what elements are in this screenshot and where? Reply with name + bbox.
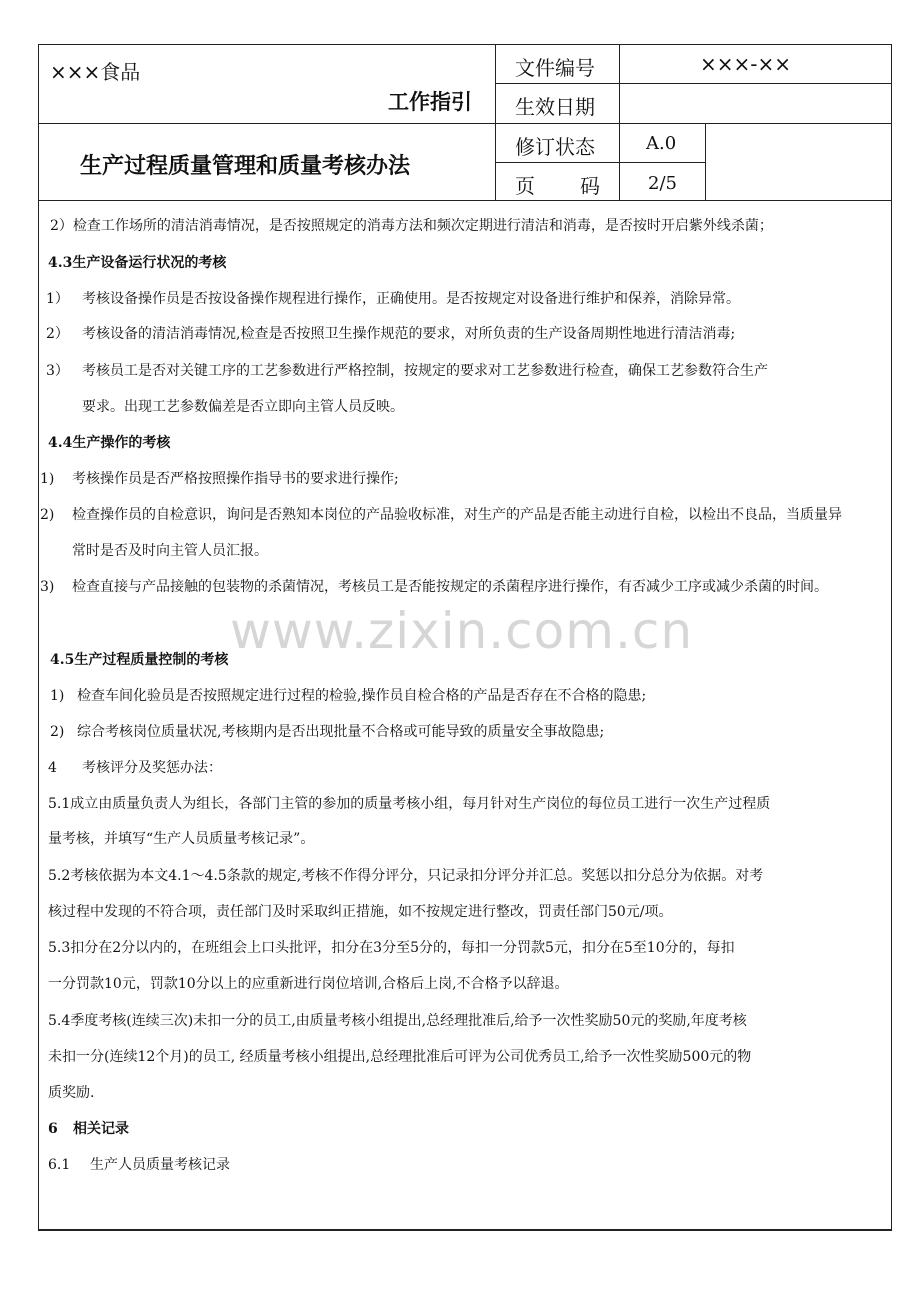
watermark: www.zixin.com.cn [230,602,694,660]
item-4-5-2-text: 综合考核岗位质量状况,考核期内是否出现批量不合格或可能导致的质量安全事故隐患; [77,724,605,740]
doc-no-value: ×××-×× [700,52,792,76]
header-extra-vdivider [705,123,706,201]
body-frame [38,201,892,1231]
para-5-1-line-1: 5.1成立由质量负责人为组长，各部门主管的参加的质量考核小组，每月针对生产岗位的每位员工进行一次生产过程质 [48,796,771,812]
effective-date-label: 生效日期 [515,95,595,119]
item-4-3-2-number: 2） [46,326,69,342]
para-5-4-line-3: 质奖励. [48,1085,95,1101]
revision-label: 修订状态 [515,135,595,159]
item-4-4-1-number: 1) [40,471,55,487]
document-title: 生产过程质量管理和质量考核办法 [80,154,411,179]
item-4-5-2-number: 2) [50,724,65,740]
section-4-5-heading: 4.5生产过程质量控制的考核 [50,652,229,668]
page-label-1: 页 [515,174,535,198]
record-6-1-number: 6.1 [48,1157,71,1173]
header-row-line-1 [495,83,892,84]
header-mid-divider [38,123,892,124]
item-4-3-3-number: 3） [46,363,69,379]
section-4-4-heading: 4.4生产操作的考核 [48,435,171,451]
item-4-3-3-text-1: 考核员工是否对关键工序的工艺参数进行严格控制，按规定的要求对工艺参数进行检查，确保工艺参数符合生产 [82,363,768,379]
check-cleaning-line: 2）检查工作场所的清洁消毒情况，是否按照规定的消毒方法和频次定期进行清洁和消毒，是否按时开启紫外线杀菌； [50,218,773,234]
document-type: 工作指引 [388,90,472,114]
page-label-2: 码 [580,174,600,198]
item-4-3-3-text-2: 要求。出现工艺参数偏差是否立即向主管人员反映。 [82,399,404,415]
item-4-4-2-text-2: 常时是否及时向主管人员汇报。 [72,543,268,559]
section-6-title: 相关记录 [73,1121,129,1137]
para-5-3-line-2: 一分罚款10元，罚款10分以上的应重新进行岗位培训,合格后上岗,不合格予以辞退。 [48,976,569,992]
section-4-3-heading: 4.3生产设备运行状况的考核 [48,255,227,271]
para-5-3-line-1: 5.3扣分在2分以内的，在班组会上口头批评，扣分在3分至5分的，每扣一分罚款5元，扣分在5至10分的，每扣 [48,940,735,956]
item-4-4-3-text: 检查直接与产品接触的包装物的杀菌情况，考核员工是否能按规定的杀菌程序进行操作，有否减少工序或减少杀菌的时间。 [72,579,828,595]
item-4-5-1-text: 检查车间化验员是否按照规定进行过程的检验,操作员自检合格的产品是否存在不合格的隐患; [77,688,647,704]
para-5-4-line-2: 未扣一分(连续12个月)的员工, 经质量考核小组提出,总经理批准后可评为公司优秀员工,给予一次性奖励500元的物 [48,1049,752,1065]
para-5-1-line-2: 量考核，并填写“生产人员质量考核记录”。 [48,831,315,847]
header-main-vdivider [495,44,496,201]
item-4-4-2-text-1: 检查操作员的自检意识，询问是否熟知本岗位的产品验收标准，对生产的产品是否能主动进行自检，以检出不良品，当质量异 [72,507,842,523]
body-bottom-border [38,1229,892,1231]
company-name: ×××食品 [50,60,141,84]
para-5-2-line-2: 核过程中发现的不符合项，责任部门及时采取纠正措施，如不按规定进行整改，罚责任部门50元/项。 [48,904,673,920]
item-4-4-1-text: 考核操作员是否严格按照操作指导书的要求进行操作; [72,471,399,487]
doc-no-label: 文件编号 [515,56,595,80]
section-4-number: 4 [48,760,57,776]
item-4-4-3-number: 3) [40,579,55,595]
para-5-2-line-1: 5.2考核依据为本文4.1～4.5条款的规定,考核不作得分评分，只记录扣分评分并汇总。奖惩以扣分总分为依据。对考 [48,868,764,884]
revision-value: A.0 [646,133,677,154]
item-4-3-1-text: 考核设备操作员是否按设备操作规程进行操作，正确使用。是否按规定对设备进行维护和保养，消除异常。 [82,291,740,307]
item-4-5-1-number: 1) [50,688,65,704]
header-label-vdivider [619,44,620,201]
header-row-line-3 [495,162,705,163]
section-4-title: 考核评分及奖惩办法： [82,760,222,776]
record-6-1-text: 生产人员质量考核记录 [90,1157,230,1173]
section-6-number: 6 [48,1121,58,1137]
para-5-4-line-1: 5.4季度考核(连续三次)未扣一分的员工,由质量考核小组提出,总经理批准后,给予一次性奖励50元的奖励,年度考核 [48,1013,747,1029]
item-4-3-1-number: 1） [46,291,69,307]
item-4-4-2-number: 2) [40,507,55,523]
page-value: 2/5 [648,173,677,194]
item-4-3-2-text: 考核设备的清洁消毒情况,检查是否按照卫生操作规范的要求，对所负责的生产设备周期性地进行清洁消毒; [82,326,736,342]
